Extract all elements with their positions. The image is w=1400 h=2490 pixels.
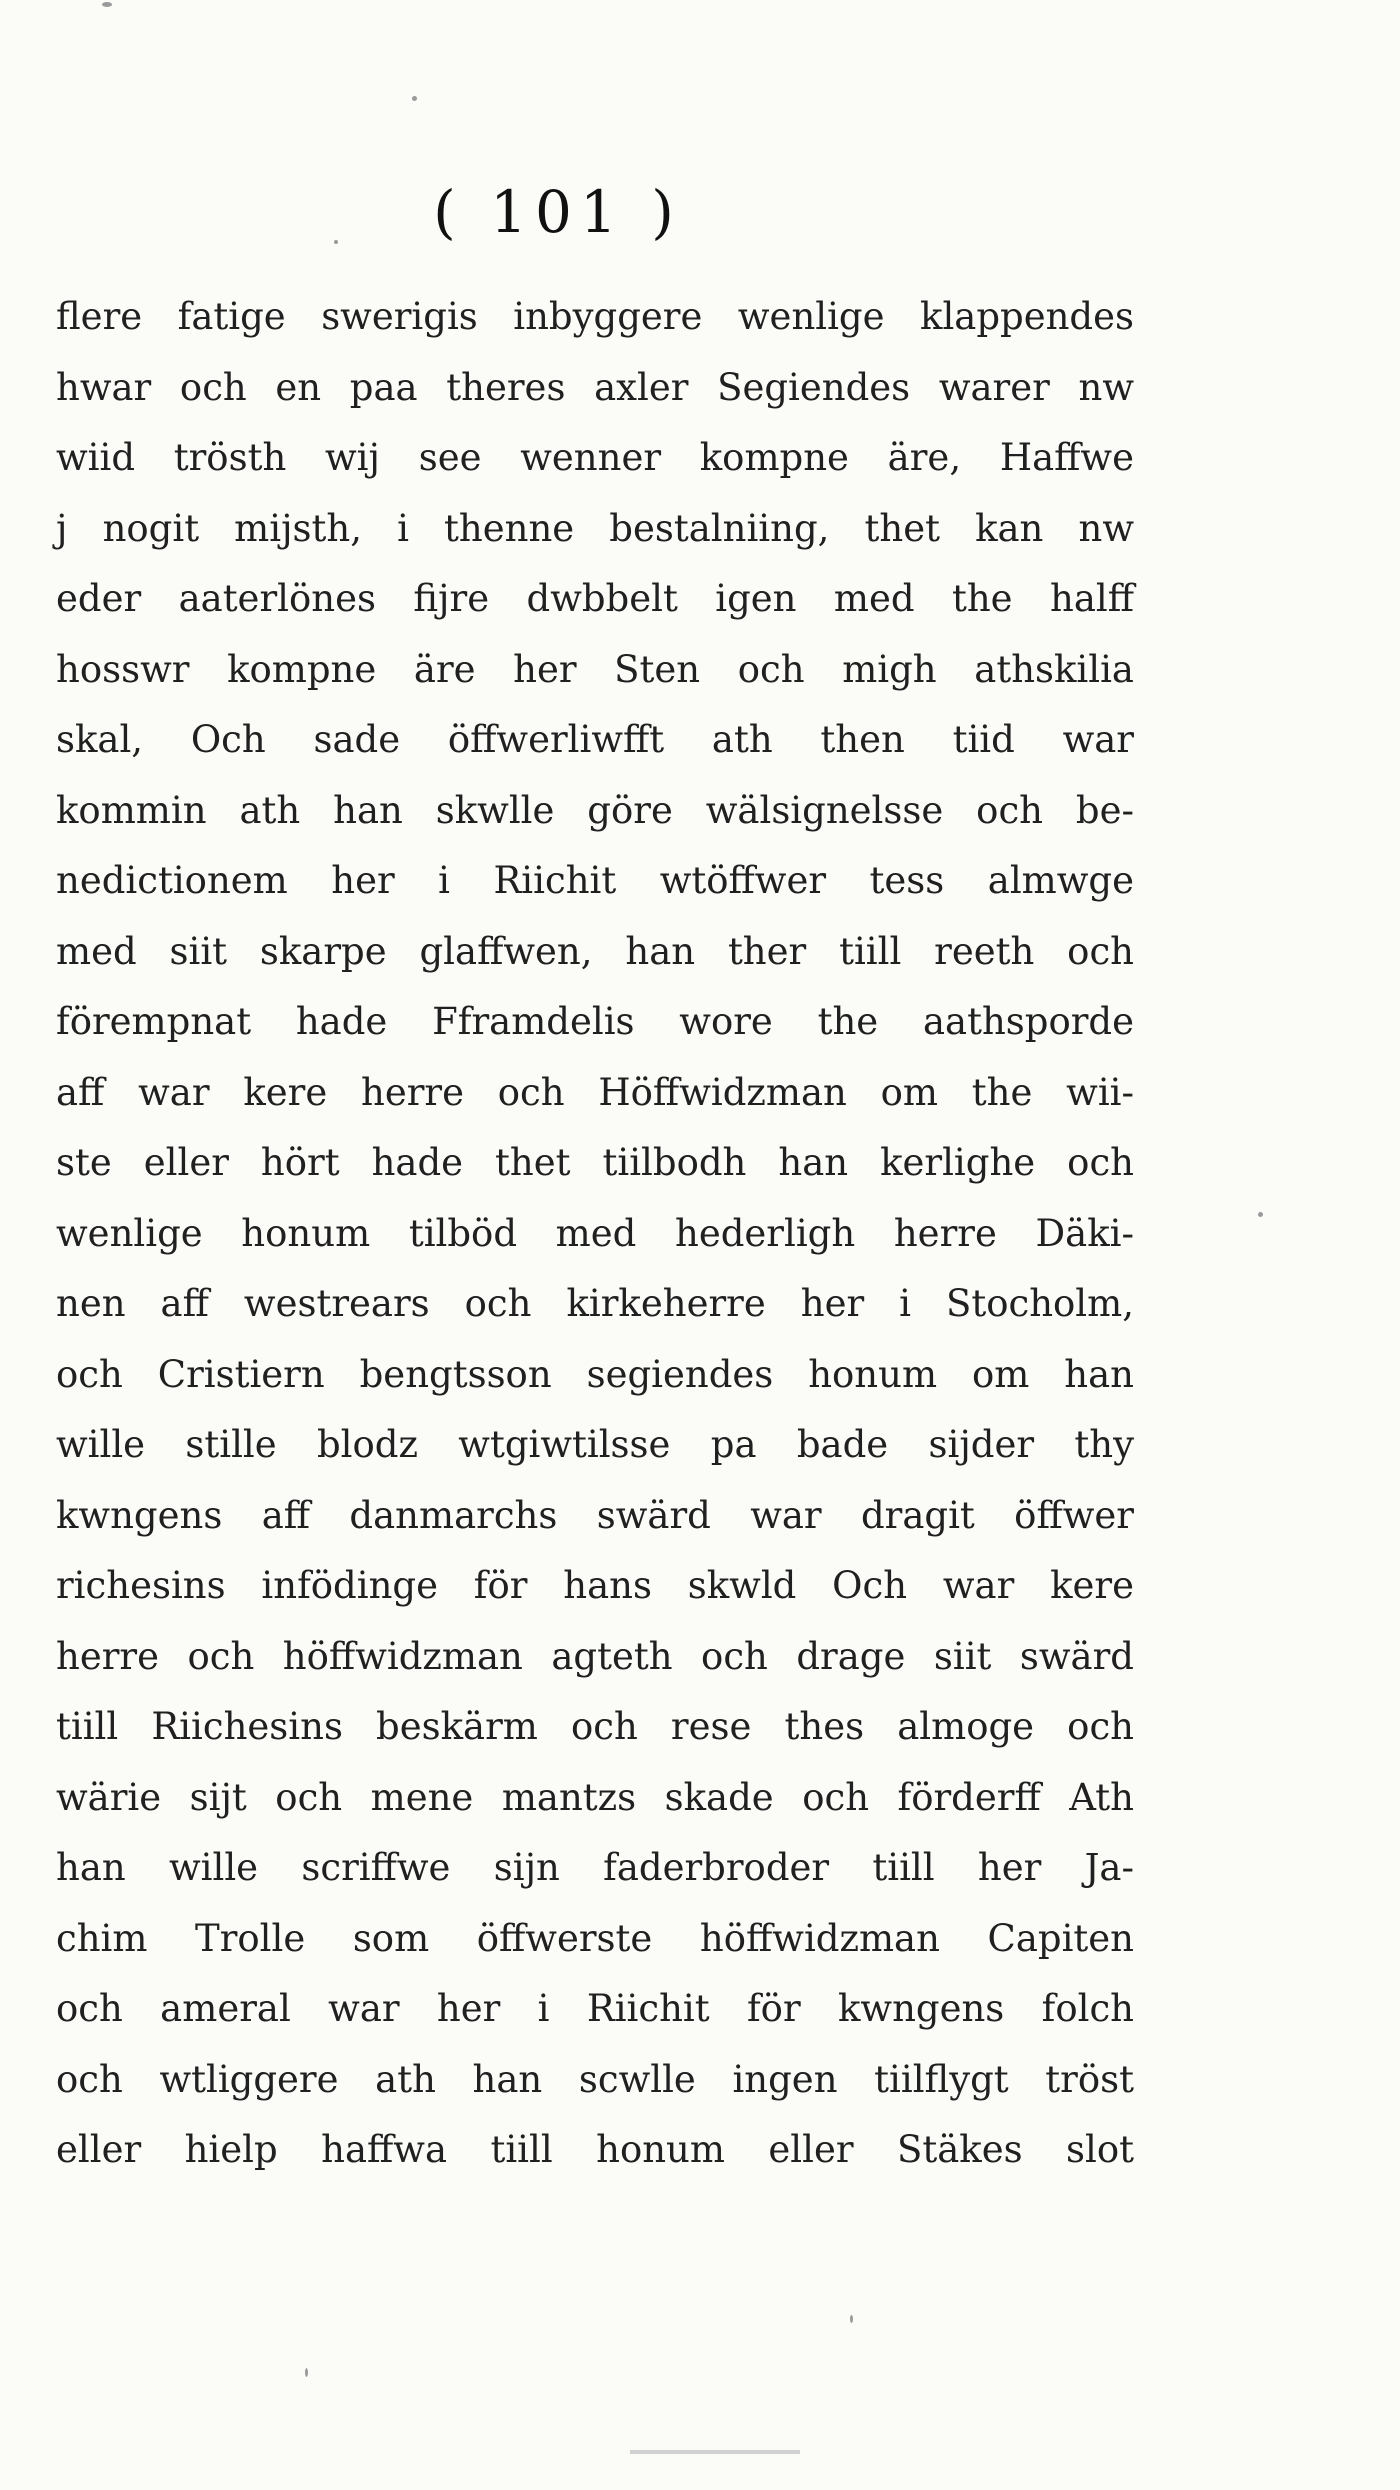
text-line: skal, Och sade öffwerliwfft ath then tiid war: [56, 718, 1134, 761]
paper-speck: [1258, 1212, 1263, 1217]
text-line: och wtliggere ath han scwlle ingen tiilflygt tröst: [56, 2057, 1134, 2101]
paper-speck: [412, 96, 417, 101]
paper-speck: [334, 240, 338, 244]
text-line: eller hielp haffwa tiill honum eller Stäkes slot: [56, 2128, 1134, 2171]
text-line: och Cristiern bengtsson segiendes honum om han: [56, 1352, 1134, 1396]
text-line: herre och höffwidzman agteth och drage siit swärd: [56, 1634, 1134, 1678]
text-line: j nogit mijsth, i thenne bestalniing, thet kan nw: [56, 506, 1134, 550]
paper-speck: [305, 2368, 308, 2377]
text-line: flere fatige swerigis inbyggere wenlige klappendes: [56, 295, 1134, 338]
text-line: richesins infödinge för hans skwld Och war kere: [56, 1564, 1134, 1607]
text-line: nen aff westrears och kirkeherre her i Stocholm,: [56, 1282, 1134, 1325]
text-line: med siit skarpe glaffwen, han ther tiill reeth och: [56, 929, 1134, 973]
text-line: förempnat hade Fframdelis wore the aathsporde: [56, 1000, 1134, 1043]
text-line: tiill Riichesins beskärm och rese thes almoge och: [56, 1705, 1134, 1748]
text-line: och ameral war her i Riichit för kwngens folch: [56, 1987, 1134, 2030]
paper-speck: [850, 2315, 853, 2323]
text-line: kommin ath han skwlle göre wälsignelsse och be-: [56, 788, 1134, 832]
bottom-edge-mark: [630, 2450, 800, 2454]
page-number: ( 101 ): [433, 178, 682, 246]
paper-speck: [102, 2, 112, 7]
text-line: wärie sijt och mene mantzs skade och förderff Ath: [56, 1775, 1134, 1819]
text-line: nedictionem her i Riichit wtöffwer tess almwge: [56, 859, 1134, 902]
text-line: wille stille blodz wtgiwtilsse pa bade sijder thy: [56, 1423, 1134, 1466]
text-line: eder aaterlönes fijre dwbbelt igen med the halff: [56, 577, 1134, 620]
text-line: hosswr kompne äre her Sten och migh athskilia: [56, 647, 1134, 691]
text-line: chim Trolle som öffwerste höffwidzman Capiten: [56, 1916, 1134, 1960]
text-line: kwngens aff danmarchs swärd war dragit öffwer: [56, 1493, 1134, 1537]
text-line: ste eller hört hade thet tiilbodh han kerlighe och: [56, 1141, 1134, 1184]
text-line: hwar och en paa theres axler Segiendes warer nw: [56, 365, 1134, 409]
text-line: aff war kere herre och Höffwidzman om the wii-: [56, 1070, 1134, 1114]
text-line: wenlige honum tilböd med hederligh herre Däki-: [56, 1211, 1134, 1255]
text-line: wiid trösth wij see wenner kompne äre, Haffwe: [56, 436, 1134, 479]
text-line: han wille scriffwe sijn faderbroder tiill her Ja-: [56, 1846, 1134, 1889]
body-text: [56, 282, 1134, 2186]
